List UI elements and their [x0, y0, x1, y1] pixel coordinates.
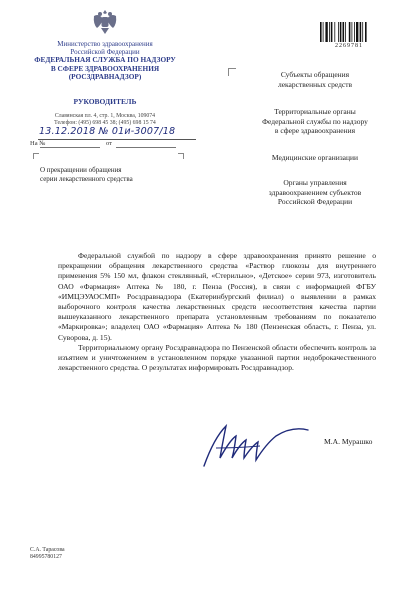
recipient-line: Территориальные органы — [274, 107, 356, 116]
subject-bracket-right — [178, 153, 184, 159]
coat-of-arms-icon — [88, 6, 122, 40]
signature-icon — [196, 418, 316, 473]
address-line-2: Телефон: (495) 698 45 38; (495) 698 15 74 — [54, 120, 156, 126]
from-label: от — [106, 140, 113, 147]
head-title: РУКОВОДИТЕЛЬ — [73, 97, 137, 106]
recipient-medical — [240, 153, 390, 163]
executor-name: С.А. Тарасова — [30, 547, 65, 553]
recipient-line: Российской Федерации — [277, 197, 353, 206]
subject — [40, 166, 190, 183]
registration-handwritten: 13.12.2018 № 01и-3007/18 — [39, 126, 176, 137]
address-line-1: Славянская пл. 4, стр. 1, Москва, 109074 — [54, 113, 156, 119]
recipient-subjects — [240, 70, 390, 89]
ministry-header — [30, 40, 180, 81]
recipient-line: Медицинские организации — [271, 153, 359, 162]
barcode-number: 2269781 — [335, 43, 363, 49]
paragraph-1: Федеральной службой по надзору в сфере здравоохранения принято решение о прекращении обращения лекарственного средства «Раствор глюкозы для внутреннего применения 5% 150 мл, флакон стеклянный, «Стерильно», «Детское» серии 973, изготовитель ОАО «Фармация» Аптека № 180, г. Пенза (Россия), в связи с информацией ФГБУ «ИМЦЭУАОСМП» Росздравнадзора (Екатеринбургский филиал) о выявлении в рамках выборочного контроля качества лекарственных средств несоответствия качества партии вышеуказанного лекарственного препарата установленным требованиям по показателю «Маркировка»; владелец ОАО «Фармация» Аптека № 180 (Пензенская область, г. Пенза, ул. Суворова, д. 15). — [58, 251, 376, 342]
letter-body — [58, 251, 376, 373]
recipients-bracket — [228, 68, 236, 76]
reference-row — [30, 140, 200, 147]
subject-bracket-left — [33, 153, 39, 159]
no-label: На № — [30, 140, 46, 147]
ministry-line-1: Министерство здравоохранения — [57, 40, 153, 48]
recipient-line: Субъекты обращения — [280, 70, 350, 79]
service-abbr: (РОСЗДРАВНАДЗОР) — [68, 72, 142, 81]
recipient-line: Органы управления — [283, 178, 347, 187]
subject-line-2: серии лекарственного средства — [40, 174, 133, 183]
recipient-line: в сфере здравоохранения — [274, 126, 356, 135]
subject-line-1: О прекращении обращения — [40, 166, 122, 174]
recipient-line: Федеральной службы по надзору — [262, 116, 368, 126]
executor — [30, 547, 65, 561]
executor-phone: 84995780127 — [30, 554, 62, 560]
barcode-icon — [320, 22, 378, 42]
address — [30, 113, 180, 127]
ministry-line-2: Российской Федерации — [70, 48, 140, 56]
recipient-authorities — [240, 178, 390, 207]
service-line-2: В СФЕРЕ ЗДРАВООХРАНЕНИЯ — [50, 63, 160, 73]
recipient-line: здравоохранением субъектов — [268, 187, 362, 197]
recipient-territorial — [240, 107, 390, 136]
service-line-1: ФЕДЕРАЛЬНАЯ СЛУЖБА ПО НАДЗОРУ — [34, 55, 176, 64]
signer-name: М.А. Мурашко — [324, 437, 373, 446]
recipient-line: лекарственных средств — [277, 79, 353, 89]
paragraph-2: Территориальному органу Росздравнадзора по Пензенской области обеспечить контроль за изъятием и уничтожением в установленном порядке указанной партии недоброкачественного лекарственного средства. О результатах информировать Росздравнадзор. — [58, 342, 376, 373]
